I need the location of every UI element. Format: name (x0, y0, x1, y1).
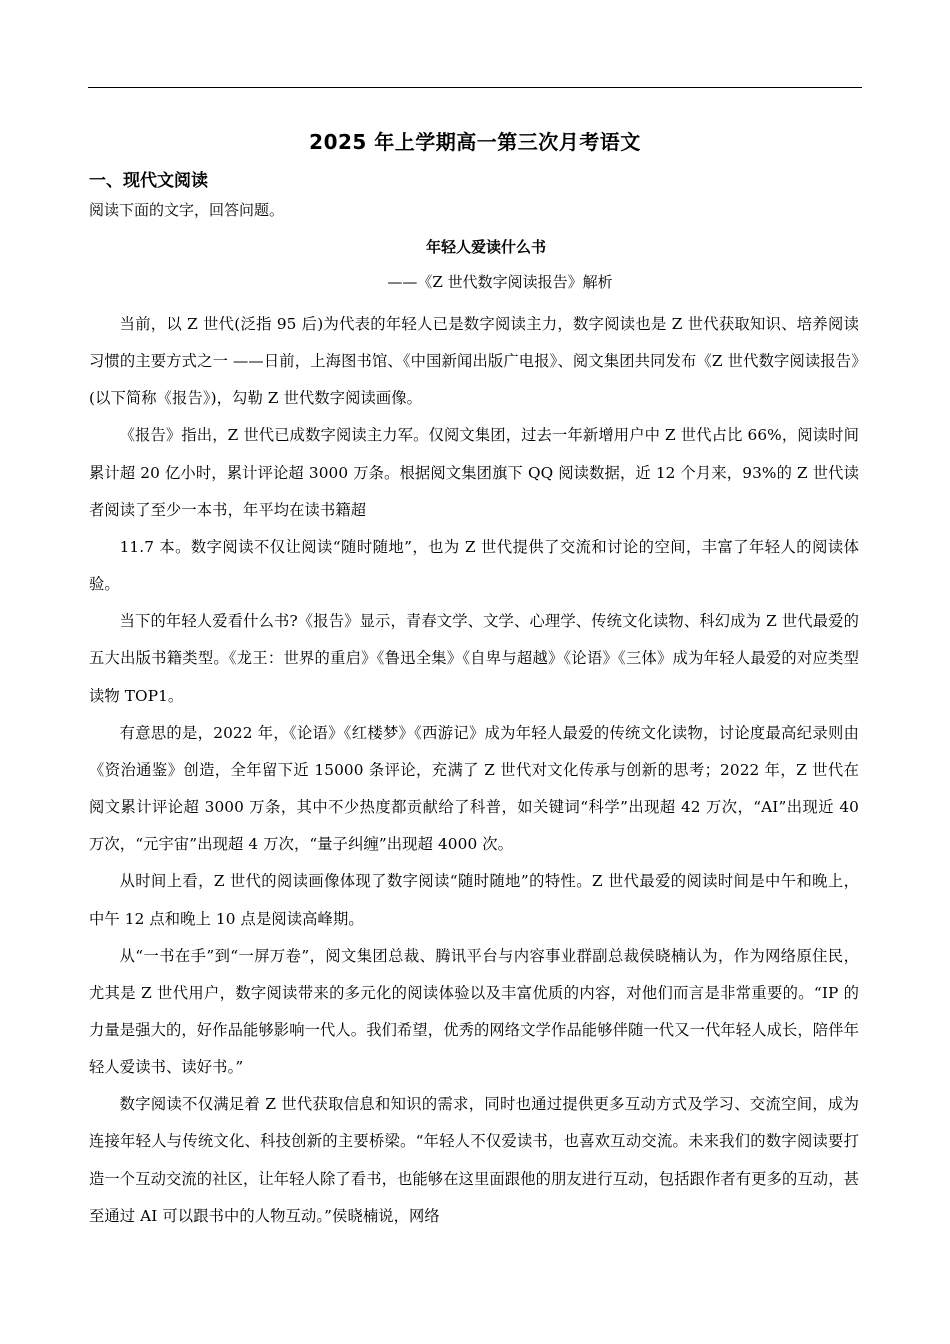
page-title: 2025 年上学期高一第三次月考语文 (309, 130, 641, 154)
paragraph: 当前，以 Z 世代(泛指 95 后)为代表的年轻人已是数字阅读主力，数字阅读也是 Z 世代获取知识、培养阅读习惯的主要方式之一 ——日前，上海图书馆、《中国新闻出版广电报》、阅文集团共同发布《Z 世代数字阅读报告》(以下简称《报告》)，勾勒 Z 世代数字阅读画像。 (89, 315, 859, 408)
paragraph: 11.7 本。数字阅读不仅让阅读“随时随地”，也为 Z 世代提供了交流和讨论的空间，丰富了年轻人的阅读体验。 (89, 537, 859, 594)
section-heading: 一、现代文阅读 (89, 171, 208, 191)
article-subtitle: ——《Z 世代数字阅读报告》解析 (387, 273, 613, 291)
paragraph: 从时间上看，Z 世代的阅读画像体现了数字阅读“随时随地”的特性。Z 世代最爱的阅读时间是中午和晚上，中午 12 点和晚上 10 点是阅读高峰期。 (89, 872, 859, 928)
article-title: 年轻人爱读什么书 (425, 238, 546, 256)
paragraph: 当下的年轻人爱看什么书?《报告》显示，青春文学、文学、心理学、传统文化读物、科幻成为 Z 世代最爱的五大出版书籍类型。《龙王：世界的重启》《鲁迅全集》《自卑与超越》《论语》《三体》成为年轻人最爱的对应类型读物 TOP1。 (89, 612, 859, 705)
paragraph: 《报告》指出，Z 世代已成数字阅读主力军。仅阅文集团，过去一年新增用户中 Z 世代占比 66%，阅读时间累计超 20 亿小时，累计评论超 3000 万条。根据阅文集团旗下 QQ 阅读数据，近 12 个月来，93%的 Z 世代读者阅读了至少一本书，年平均在读书籍超 (89, 426, 859, 519)
paragraph: 从“一书在手”到“一屏万卷”，阅文集团总裁、腾讯平台与内容事业群副总裁侯晓楠认为，作为网络原住民，尤其是 Z 世代用户，数字阅读带来的多元化的阅读体验以及丰富优质的内容，对他们而言是非常重要的。“IP 的力量是强大的，好作品能够影响一代人。我们希望，优秀的网络文学作品能够伴随一代又一代年轻人成长，陪伴年轻人爱读书、读好书。” (89, 946, 859, 1077)
article-body (89, 306, 859, 1235)
reading-instruction: 阅读下面的文字，回答问题。 (89, 201, 285, 219)
header-rule (88, 87, 862, 88)
paragraph: 数字阅读不仅满足着 Z 世代获取信息和知识的需求，同时也通过提供更多互动方式及学习、交流空间，成为连接年轻人与传统文化、科技创新的主要桥梁。“年轻人不仅爱读书，也喜欢互动交流。未来我们的数字阅读要打造一个互动交流的社区，让年轻人除了看书，也能够在这里面跟他的朋友进行互动，包括跟作者有更多的互动，甚至通过 AI 可以跟书中的人物互动。”侯晓楠说，网络 (89, 1095, 859, 1225)
paragraph: 有意思的是，2022 年，《论语》《红楼梦》《西游记》成为年轻人最爱的传统文化读物，讨论度最高纪录则由《资治通鉴》创造，全年留下近 15000 条评论，充满了 Z 世代对文化传承与创新的思考；2022 年，Z 世代在阅文累计评论超 3000 万条，其中不少热度都贡献给了科普，如关键词“科学”出现超 42 万次，“AI”出现近 40 万次，“元宇宙”出现超 4 万次，“量子纠缠”出现超 4000 次。 (89, 723, 859, 854)
